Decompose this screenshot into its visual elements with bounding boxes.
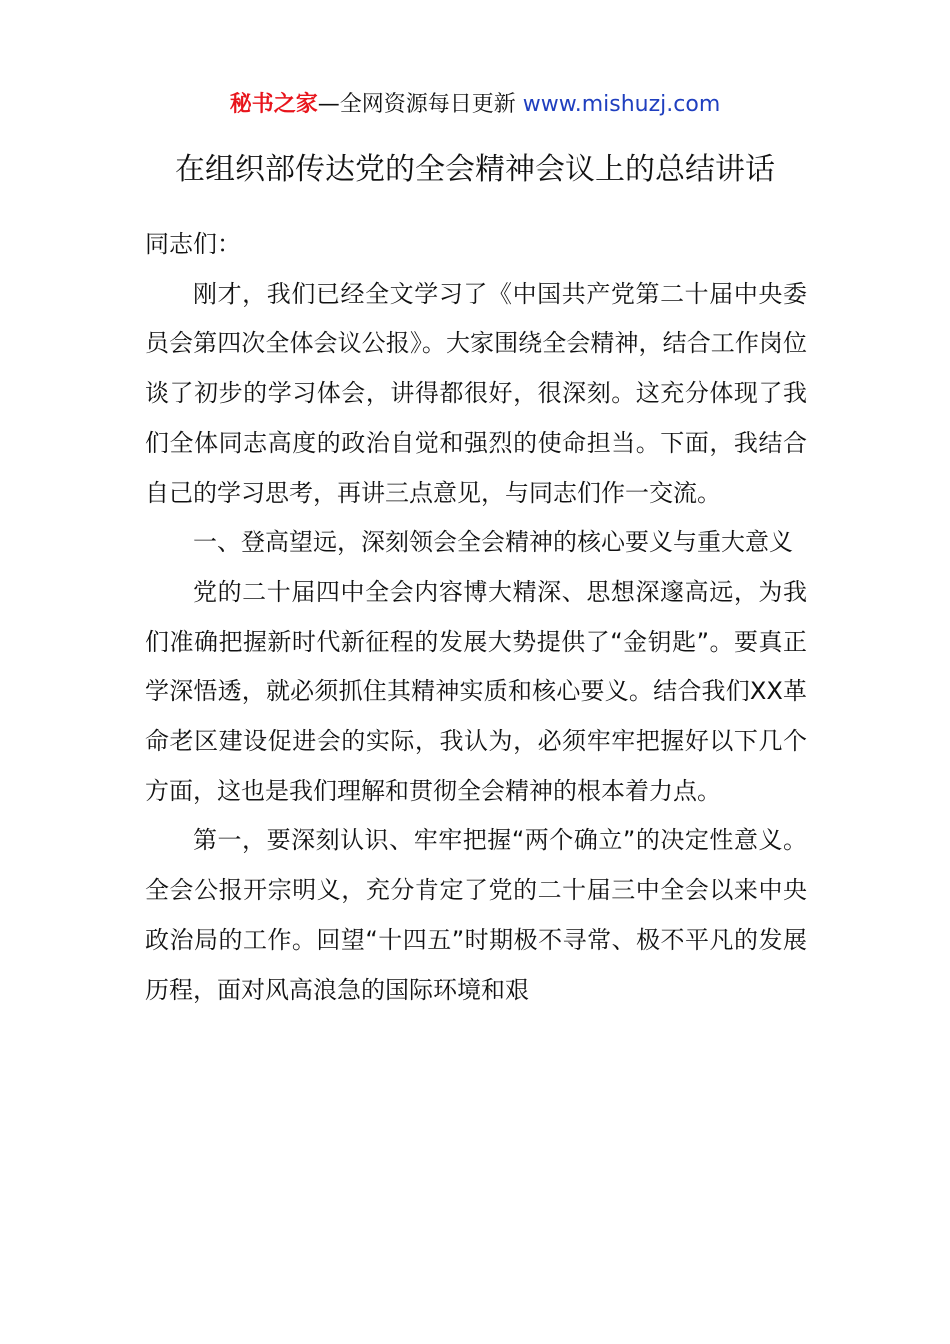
body-paragraph-1: 刚才，我们已经全文学习了《中国共产党第二十届中央委员会第四次全体会议公报》。大家围绕全会精神，结合工作岗位谈了初步的学习体会，讲得都很好，很深刻。这充分体现了我们全体同志高度的政治自觉和强烈的使命担当。下面，我结合自己的学习思考，再讲三点意见，与同志们作一交流。 bbox=[145, 279, 807, 507]
site-url-link[interactable]: www.mishuzj.com bbox=[522, 92, 721, 117]
body-paragraph-2: 党的二十届四中全会内容博大精深、思想深邃高远，为我们准确把握新时代新征程的发展大势提供了“金钥匙”。要真正学深悟透，就必须抓住其精神实质和核心要义。结合我们XX革命老区建设促进会的实际，我认为，必须牢牢把握好以下几个方面，这也是我们理解和贯彻全会精神的根本着力点。 bbox=[145, 577, 807, 805]
brand-name: 秘书之家 bbox=[229, 92, 318, 117]
body-paragraph-3: 第一，要深刻认识、牢牢把握“两个确立”的决定性意义。全会公报开宗明义，充分肯定了党的二十届三中全会以来中央政治局的工作。回望“十四五”时期极不寻常、极不平凡的发展历程，面对风高浪急的国际环境和艰 bbox=[145, 826, 807, 1004]
brand-tagline: —全网资源每日更新 bbox=[317, 92, 516, 117]
salutation: 同志们： bbox=[145, 230, 241, 258]
site-watermark-header bbox=[0, 88, 950, 122]
document-title: 在组织部传达党的全会精神会议上的总结讲话 bbox=[175, 152, 775, 187]
document-body bbox=[145, 220, 807, 1015]
section-heading-1: 一、登高望远，深刻领会全会精神的核心要义与重大意义 bbox=[193, 528, 793, 557]
